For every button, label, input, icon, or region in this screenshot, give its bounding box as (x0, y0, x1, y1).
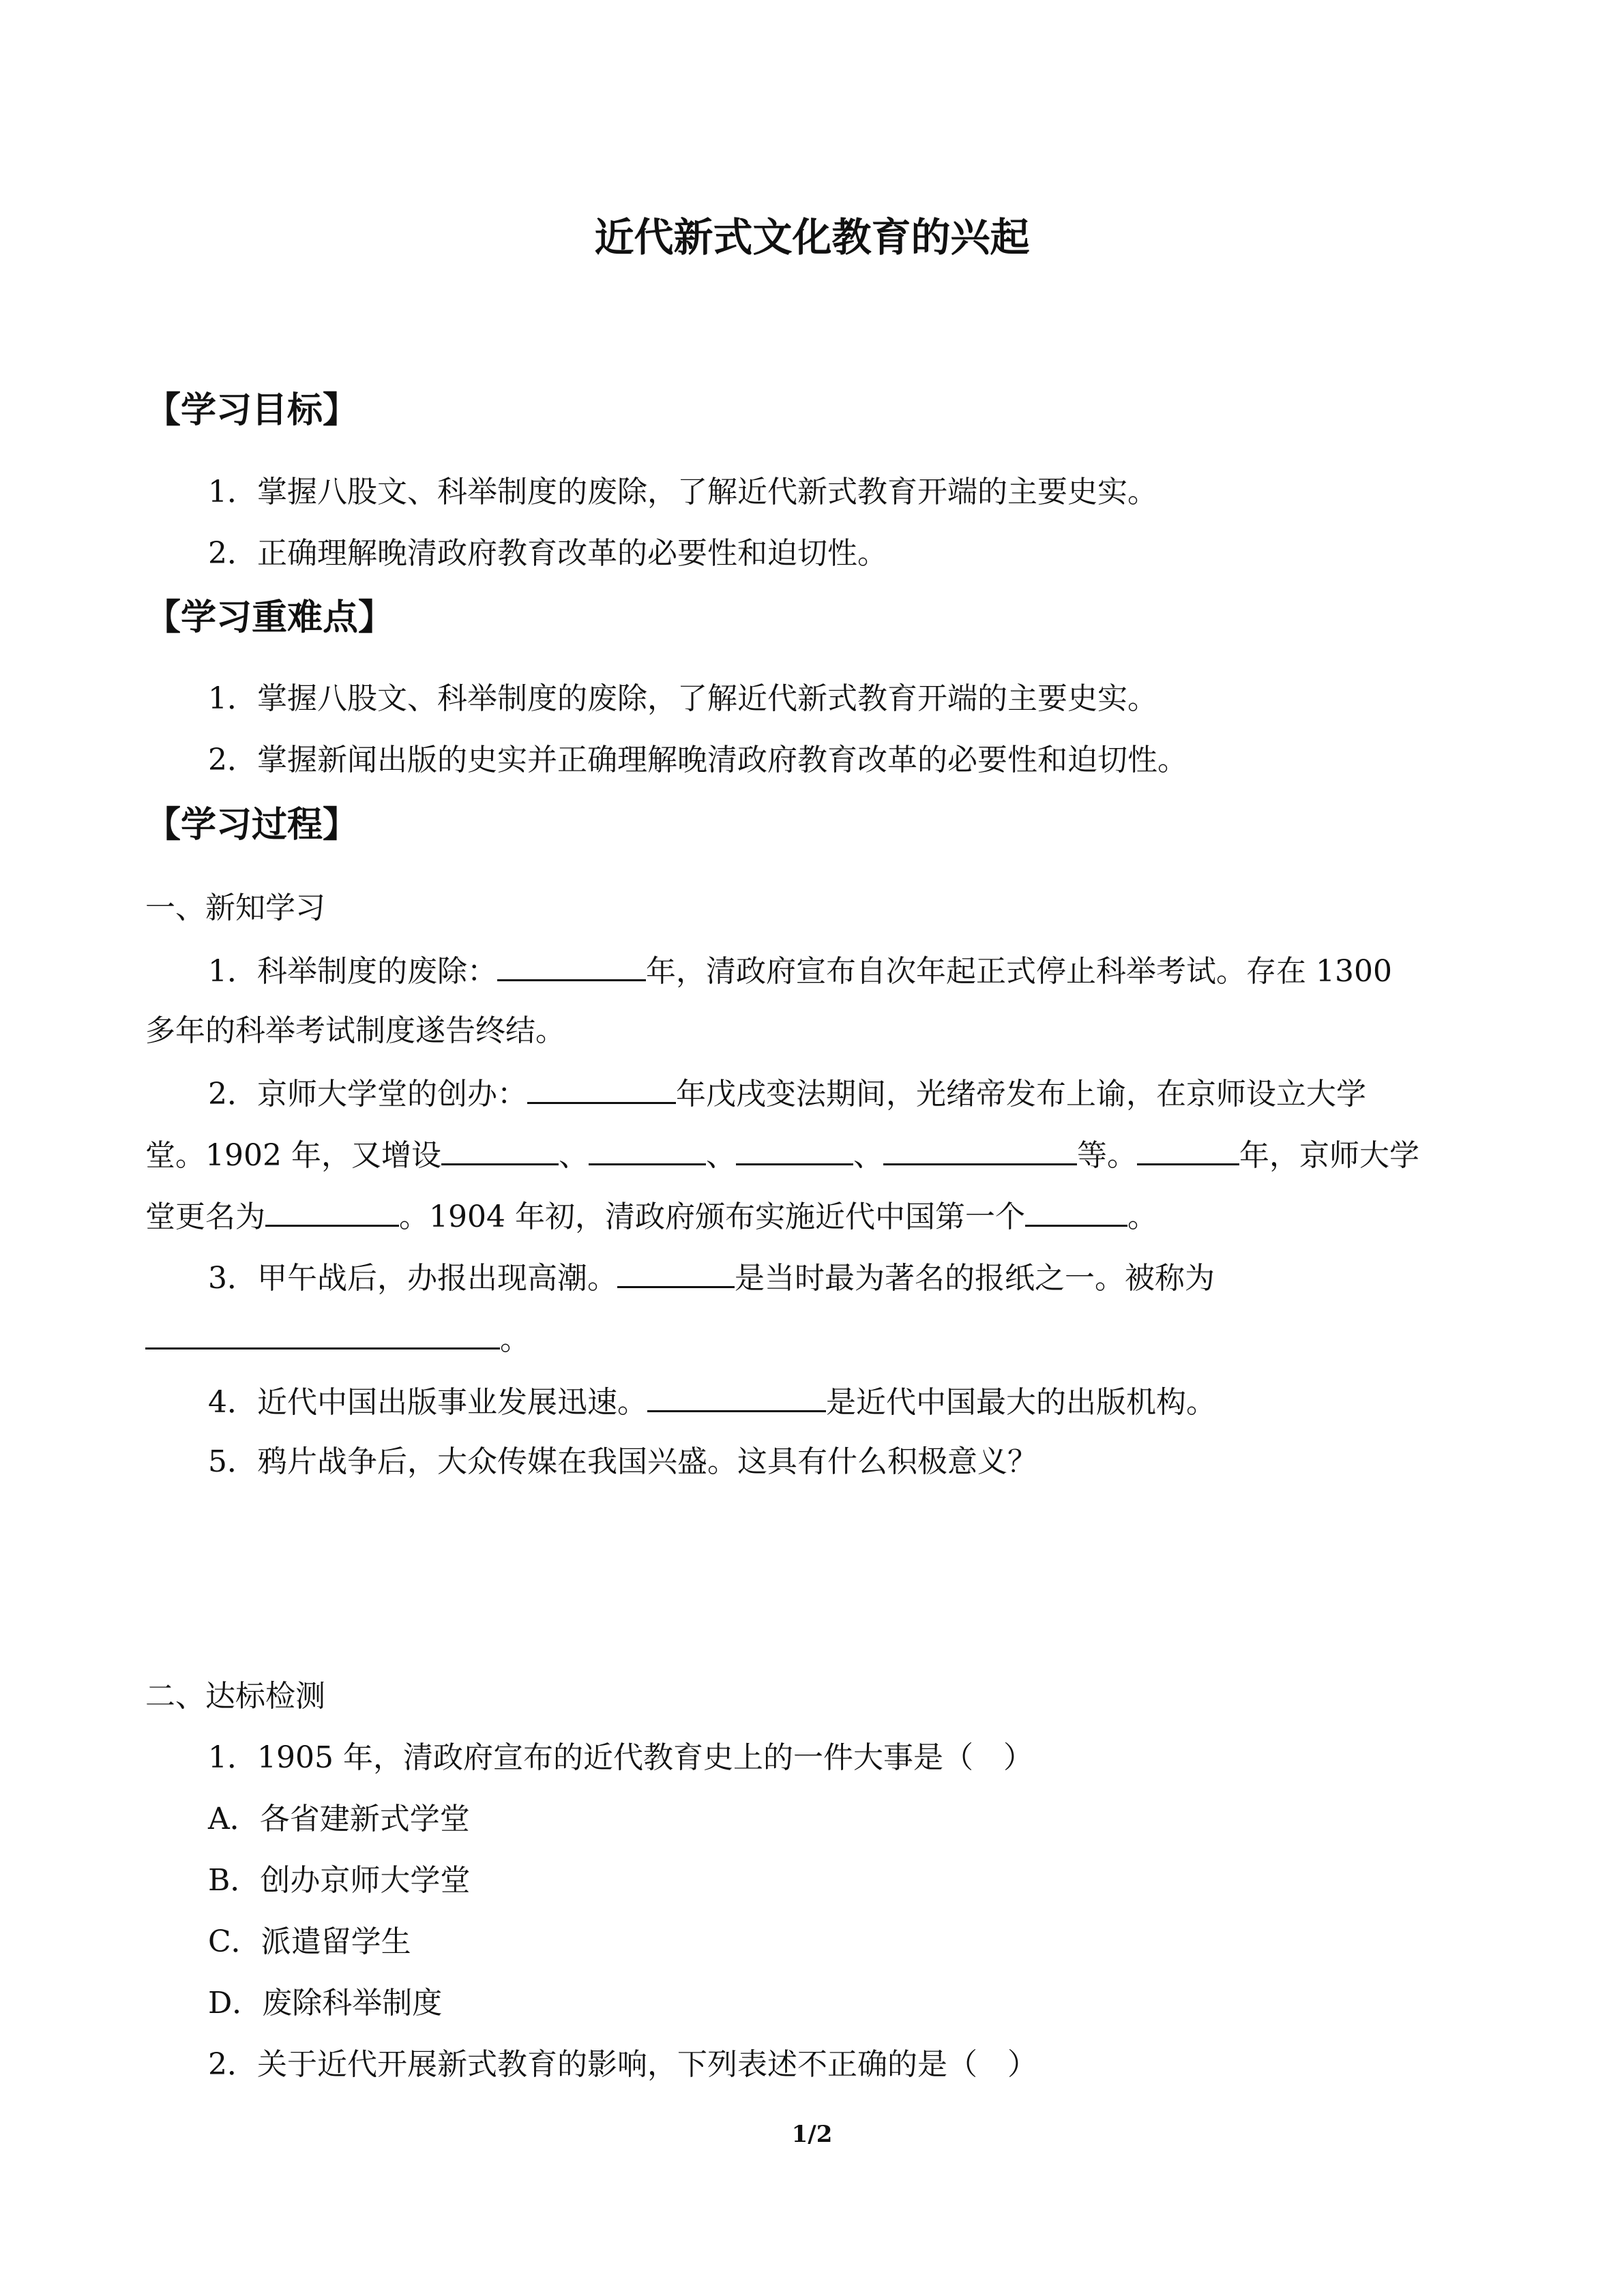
mc-option-b: B．创办京师大学堂 (208, 1863, 471, 1898)
q3-text-b: 是当时最为著名的报纸之一。被称为 (735, 1261, 1215, 1296)
fill-question-2 (208, 1072, 1366, 1115)
mc-option-d: D．废除科举制度 (208, 1986, 443, 2021)
q2-text-h: 。 (1127, 1199, 1157, 1234)
section-heading-goals: 【学习目标】 (145, 390, 359, 431)
q2-text-c: 堂。1902 年，又增设 (145, 1138, 441, 1173)
q3-line-2 (145, 1317, 530, 1360)
page-number: 1/2 (791, 2121, 833, 2148)
q1-text-b: 年，清政府宣布自次年起正式停止科举考试。存在 1300 (646, 954, 1392, 989)
fill-question-4 (208, 1380, 1216, 1423)
question-5: 5．鸦片战争后，大众传媒在我国兴盛。这具有什么积极意义？ (208, 1444, 1037, 1479)
q2-line-3 (145, 1195, 1157, 1238)
part2-heading: 二、达标检测 (145, 1679, 325, 1714)
mc-question-2-stem: 2．关于近代开展新式教育的影响，下列表述不正确的是（ ） (208, 2047, 1037, 2082)
answer-blank[interactable] (883, 1133, 1077, 1165)
section-heading-key-points: 【学习重难点】 (145, 597, 394, 638)
answer-blank[interactable] (441, 1133, 559, 1165)
q2-text-f: 堂更名为 (145, 1199, 265, 1234)
q2-text-g: 。1904 年初，清政府颁布实施近代中国第一个 (399, 1199, 1025, 1234)
q2-text-d: 等。 (1076, 1138, 1137, 1173)
separator: 、 (705, 1138, 736, 1173)
separator: 、 (853, 1138, 883, 1173)
q3-text-a: 3．甲午战后，办报出现高潮。 (208, 1261, 617, 1296)
answer-blank[interactable] (647, 1380, 826, 1412)
answer-blank[interactable] (497, 949, 646, 981)
mc-option-a: A．各省建新式学堂 (208, 1802, 470, 1836)
answer-blank[interactable] (527, 1072, 676, 1104)
fill-question-1 (208, 949, 1392, 992)
answer-blank[interactable] (617, 1256, 735, 1288)
q1-text-a: 1．科举制度的废除： (208, 954, 497, 989)
q4-text-a: 4．近代中国出版事业发展迅速。 (208, 1385, 647, 1420)
section-heading-process: 【学习过程】 (145, 805, 359, 846)
key-point-item-1: 1．掌握八股文、科举制度的废除，了解近代新式教育开端的主要史实。 (208, 681, 1157, 716)
answer-blank[interactable] (265, 1195, 399, 1227)
q2-text-e: 年，京师大学 (1239, 1138, 1419, 1173)
q3-text-c: 。 (500, 1322, 530, 1357)
answer-blank[interactable] (736, 1133, 853, 1165)
fill-question-3 (208, 1256, 1215, 1299)
answer-blank[interactable] (1137, 1133, 1239, 1165)
page-title: 近代新式文化教育的兴起 (594, 214, 1030, 260)
q2-text-b: 年戊戌变法期间，光绪帝发布上谕，在京师设立大学 (676, 1077, 1366, 1112)
answer-blank[interactable] (145, 1317, 500, 1350)
goal-item-1: 1．掌握八股文、科举制度的废除，了解近代新式教育开端的主要史实。 (208, 475, 1157, 509)
key-point-item-2: 2．掌握新闻出版的史实并正确理解晚清政府教育改革的必要性和迫切性。 (208, 743, 1187, 777)
part1-heading: 一、新知学习 (145, 891, 325, 925)
q2-line-2 (145, 1133, 1419, 1176)
answer-blank[interactable] (589, 1133, 706, 1165)
q1-continuation: 多年的科举考试制度遂告终结。 (145, 1013, 565, 1048)
separator: 、 (558, 1138, 589, 1173)
mc-option-c: C．派遣留学生 (208, 1924, 411, 1959)
q4-text-b: 是近代中国最大的出版机构。 (826, 1385, 1216, 1420)
goal-item-2: 2．正确理解晚清政府教育改革的必要性和迫切性。 (208, 536, 887, 571)
q2-text-a: 2．京师大学堂的创办： (208, 1077, 527, 1112)
answer-blank[interactable] (1025, 1195, 1127, 1227)
mc-question-1-stem: 1．1905 年，清政府宣布的近代教育史上的一件大事是（ ） (208, 1740, 1033, 1775)
